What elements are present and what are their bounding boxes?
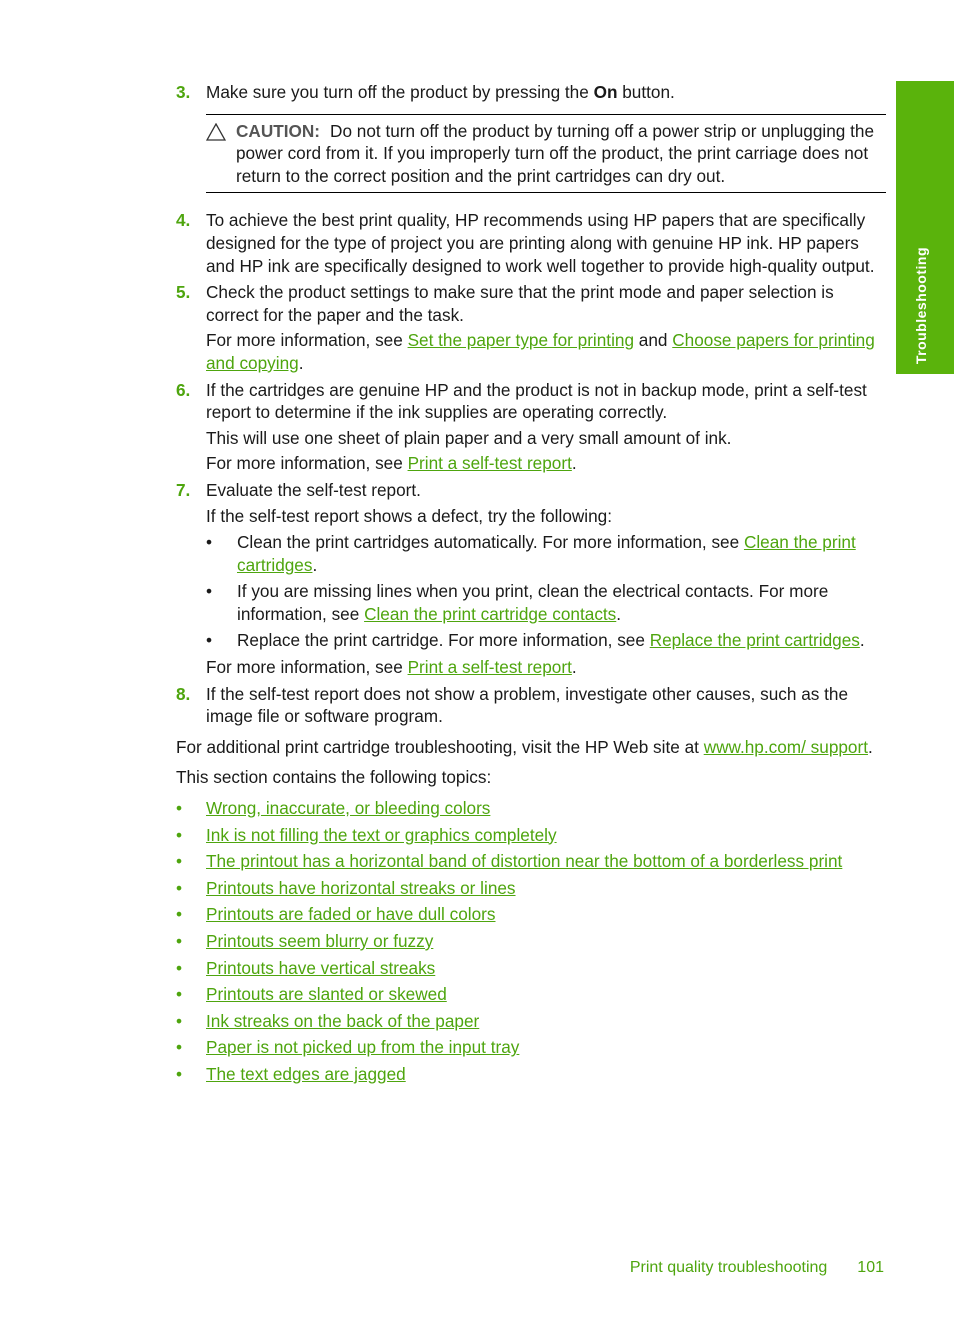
topic-item <box>176 957 886 980</box>
item-text: Clean the print cartridges automatically. For more information, see <box>237 532 744 553</box>
topic-item <box>176 797 886 820</box>
item-text: . <box>312 554 318 575</box>
step-number: 6. <box>176 379 191 400</box>
more-info-text: For more information, see <box>206 657 408 678</box>
more-info-text: . <box>571 657 577 678</box>
paragraph-text: For additional print cartridge troubleshooting, visit the HP Web site at <box>176 736 704 757</box>
topic-item <box>176 850 886 873</box>
bullet-icon: • <box>176 1037 183 1058</box>
bullet-icon: • <box>206 532 213 553</box>
step-text: If the self-test report shows a defect, try the following: <box>206 505 613 526</box>
on-button-label: On <box>593 82 618 102</box>
step-text: If the self-test report does not show a problem, investigate other causes, such as the image file or software program. <box>206 683 849 727</box>
step-text: To achieve the best print quality, HP recommends using HP papers that are specifically designed for the type of project you are printing along with genuine HP ink. HP papers and HP ink are specifically designed to work well together to provide high-quality output. <box>206 210 875 276</box>
step-7 <box>176 479 886 679</box>
more-info-text: For more information, see <box>206 453 408 474</box>
step-8 <box>176 683 886 728</box>
list-item <box>206 580 886 625</box>
link-print-self-test[interactable]: Print a self-test report <box>407 657 572 678</box>
footer-section-title: Print quality troubleshooting <box>629 1259 828 1276</box>
step-6 <box>176 379 886 475</box>
topic-item <box>176 903 886 926</box>
bullet-icon: • <box>176 877 183 898</box>
paragraph-text: . <box>868 736 873 757</box>
step-number: 4. <box>176 210 191 231</box>
bullet-icon: • <box>176 851 183 872</box>
more-info-text: and <box>634 330 673 351</box>
link-print-self-test[interactable]: Print a self-test report <box>407 453 572 474</box>
link-clean-contacts[interactable]: Clean the print cartridge contacts <box>364 603 617 624</box>
link-set-paper-type[interactable]: Set the paper type for printing <box>407 330 635 351</box>
step-4 <box>176 209 886 277</box>
step-text: Evaluate the self-test report. <box>206 479 421 500</box>
bullet-icon: • <box>176 984 183 1005</box>
topic-link[interactable]: Ink streaks on the back of the paper <box>206 1010 480 1031</box>
topic-item <box>176 983 886 1006</box>
step-number: 3. <box>176 82 191 102</box>
page-content <box>176 81 886 1090</box>
page-footer <box>0 1257 884 1280</box>
step-number: 5. <box>176 282 191 303</box>
bullet-icon: • <box>176 904 183 925</box>
bullet-icon: • <box>176 798 183 819</box>
section-tab-label: Troubleshooting <box>913 246 929 364</box>
item-text: . <box>859 630 865 651</box>
bullet-icon: • <box>176 1010 183 1031</box>
bullet-icon: • <box>206 630 213 651</box>
link-clean-cartridges[interactable]: Clean the print cartridges <box>237 532 856 575</box>
topic-link[interactable]: Printouts have horizontal streaks or lines <box>206 877 516 898</box>
topic-item <box>176 877 886 900</box>
item-text: . <box>616 603 622 624</box>
list-item <box>206 531 886 576</box>
step-5 <box>176 281 886 374</box>
section-tab <box>896 81 954 374</box>
item-text: Replace the print cartridge. For more information, see <box>237 630 650 651</box>
topic-link[interactable]: The printout has a horizontal band of distortion near the bottom of a borderless print <box>206 851 843 872</box>
topic-item <box>176 1010 886 1033</box>
topic-link[interactable]: Printouts seem blurry or fuzzy <box>206 931 434 951</box>
topics-list <box>176 797 886 1086</box>
step-text: Make sure you turn off the product by pressing the <box>206 82 594 102</box>
topic-link[interactable]: Paper is not picked up from the input tray <box>206 1037 520 1058</box>
topic-link[interactable]: The text edges are jagged <box>206 1063 406 1084</box>
topic-item <box>176 1036 886 1059</box>
caution-box <box>206 114 886 194</box>
topic-link[interactable]: Ink is not filling the text or graphics completely <box>206 824 557 845</box>
list-item <box>206 629 886 652</box>
defect-actions-list <box>206 531 886 652</box>
link-hp-support[interactable]: www.hp.com/ support <box>703 736 868 757</box>
step-number: 8. <box>176 683 191 704</box>
page-number: 101 <box>857 1259 884 1276</box>
topic-link[interactable]: Wrong, inaccurate, or bleeding colors <box>206 798 491 819</box>
bullet-icon: • <box>176 957 183 978</box>
more-info-text: . <box>298 352 304 373</box>
link-choose-papers[interactable]: Choose papers for printing and copying <box>206 330 875 373</box>
caution-triangle-icon <box>206 123 226 141</box>
item-text: If you are missing lines when you print, clean the electrical contacts. For more information, see <box>237 581 829 624</box>
step-number: 7. <box>176 479 191 500</box>
caution-text: Do not turn off the product by turning off a power strip or unplugging the power cord from it. If you improperly turn off the product, the print carriage does not return to the correct position and the print cartridges can dry out. <box>236 120 875 186</box>
caution-title: CAUTION: <box>236 120 321 141</box>
topic-link[interactable]: Printouts have vertical streaks <box>206 957 436 978</box>
topic-item <box>176 1063 886 1086</box>
bullet-icon: • <box>176 931 183 951</box>
step-text: button. <box>617 82 675 102</box>
topic-link[interactable]: Printouts are faded or have dull colors <box>206 904 496 925</box>
bullet-icon: • <box>176 1063 183 1084</box>
step-text: Check the product settings to make sure that the print mode and paper selection is correct for the paper and the task. <box>206 282 834 325</box>
more-info-text: For more information, see <box>206 330 408 351</box>
additional-info <box>176 736 886 759</box>
topic-link[interactable]: Printouts are slanted or skewed <box>206 984 447 1005</box>
bullet-icon: • <box>206 581 213 602</box>
step-3 <box>176 81 886 104</box>
link-replace-cartridges[interactable]: Replace the print cartridges <box>649 630 860 651</box>
more-info-text: . <box>571 453 577 474</box>
step-text: This will use one sheet of plain paper and a very small amount of ink. <box>206 427 732 448</box>
step-text: If the cartridges are genuine HP and the product is not in backup mode, print a self-test report to determine if the ink supplies are operating correctly. <box>206 379 867 423</box>
topics-intro: This section contains the following topics: <box>176 767 492 788</box>
topic-item <box>176 930 886 953</box>
bullet-icon: • <box>176 824 183 845</box>
topic-item <box>176 824 886 847</box>
